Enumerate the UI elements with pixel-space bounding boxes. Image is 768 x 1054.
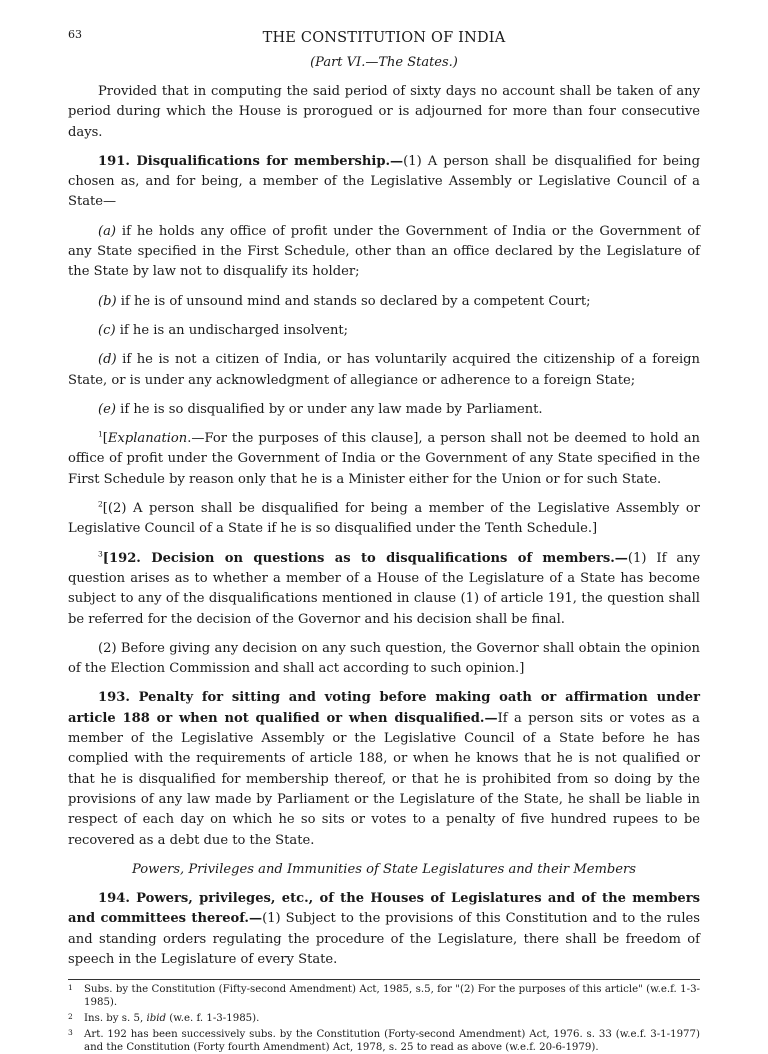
- section-191-text: (1) A person shall be disqualified for being chosen as, and for being, a member of the Legislative Assembly or Legislative Council of a State—: [68, 153, 700, 210]
- section-193-text: If a person sits or votes as a member of the Legislative Assembly or the Legislative Council of a State before he has complied with the requirements of article 188, or when he knows that he is not qualified or that he is disqualified for membership thereof, or that he is prohibited from so doing by the provisions of any law made by Parliament or the Legislature of the State, he shall be liable in respect of each day on which he so sits or votes to a penalty of five hundred rupees to be recovered as a debt due to the State.: [68, 710, 700, 848]
- clause-c-text: if he is an undischarged insolvent;: [115, 322, 349, 338]
- footnote-3-number: 3: [68, 1028, 73, 1038]
- footnote-1: [68, 983, 700, 1009]
- footnote-2-pre: Ins. by s. 5,: [84, 1013, 147, 1025]
- clause-e: [68, 400, 700, 420]
- section-193-heading: 193. Penalty for sitting and voting before making oath or affirmation under article 188 or when not qualified or when disqualified.—: [68, 690, 700, 726]
- clause-b-text: if he is of unsound mind and stands so declared by a competent Court;: [116, 293, 591, 309]
- clause-a-text: if he holds any office of profit under the Government of India or the Government of any State specified in the First Schedule, other than an office declared by the Legislature of the State by law not to disqualify its holder;: [68, 223, 700, 280]
- section-191: [68, 152, 700, 213]
- section-193: [68, 688, 700, 850]
- footnote-1-number: 1: [68, 983, 73, 993]
- section-192: [68, 549, 700, 630]
- clause-d-text: if he is not a citizen of India, or has voluntarily acquired the citizenship of a foreign State, or is under any acknowledgment of allegiance or adherence to a foreign State;: [68, 352, 700, 388]
- footnote-2-post: (w.e. f. 1-3-1985).: [166, 1013, 260, 1025]
- clause-d: [68, 350, 700, 391]
- clause-e-label: (e): [98, 401, 116, 417]
- clause-a-label: (a): [98, 223, 117, 239]
- footnote-2-number: 2: [68, 1012, 73, 1022]
- clause-b: [68, 292, 700, 312]
- section-192-clause-2: (2) Before giving any decision on any such question, the Governor shall obtain the opinion of the Election Commission and shall act according to such opinion.]: [68, 640, 700, 677]
- part-subheading: Powers, Privileges and Immunities of State Legislatures and their Members: [131, 861, 637, 877]
- section-191-heading: 191. Disqualifications for membership.—: [98, 153, 404, 169]
- page-title: THE CONSTITUTION OF INDIA: [262, 30, 506, 46]
- clause-c-label: (c): [98, 322, 116, 338]
- footnote-divider: [68, 979, 700, 980]
- document-page: [68, 26, 700, 1054]
- footnote-3-text: Art. 192 has been successively subs. by the Constitution (Forty-second Amendment) Act, 1976. s. 33 (w.e.f. 3-1-1977) and the Constitution (Forty fourth Amendment) Act, 1978, s. 25 to read as above (w.e.f. 20-6-1979).: [84, 1029, 700, 1054]
- section-194-text: (1) Subject to the provisions of this Constitution and to the rules and standing orders regulating the procedure of the Legislature, there shall be freedom of speech in the Legislature of every State.: [68, 911, 700, 967]
- page-header: [68, 26, 700, 50]
- section-194: [68, 889, 700, 970]
- section-191-clause-2: [68, 499, 700, 540]
- footnote-marker-3: 3: [98, 549, 103, 559]
- explanation-bracket: [: [102, 431, 108, 447]
- section-192-text: (1) If any question arises as to whether a member of a House of the Legislature of a State has become subject to any of the disqualifications mentioned in clause (1) of article 191, the question shall be referred for the decision of the Governor and his decision shall be final.: [68, 550, 701, 627]
- footnote-marker-1: 1: [98, 429, 103, 439]
- explanation-text: .—For the purposes of this clause], a person shall not be deemed to hold an office of profit under the Government of India or the Government of any State specified in the First Schedule by reason only that he is a Minister either for the Union or for such State.: [68, 431, 700, 487]
- clause-b-label: (b): [98, 293, 117, 309]
- page-subtitle: (Part VI.—The States.): [310, 55, 458, 70]
- section-192-heading: [192. Decision on questions as to disqualifications of members.—: [102, 550, 628, 566]
- clause-a: [68, 222, 700, 283]
- explanation-label: Explanation: [107, 431, 188, 447]
- section-191-clause-2-text: [(2) A person shall be disqualified for being a member of the Legislative Assembly or Legislative Council of a State if he is so disqualified under the Tenth Schedule.]: [68, 501, 700, 537]
- document-body: [68, 82, 700, 970]
- clause-e-text: if he is so disqualified by or under any law made by Parliament.: [115, 401, 543, 417]
- footnote-1-text: Subs. by the Constitution (Fifty-second Amendment) Act, 1985, s.5, for "(2) For the purposes of this article" (w.e.f. 1-3-1985).: [84, 984, 700, 1009]
- clause-d-label: (d): [98, 352, 117, 368]
- page-number: 63: [68, 28, 82, 41]
- explanation-paragraph: [68, 429, 700, 490]
- proviso-paragraph: Provided that in computing the said period of sixty days no account shall be taken of any period during which the House is prorogued or is adjourned for more than four consecutive days.: [68, 84, 700, 140]
- footnote-3: [68, 1028, 700, 1054]
- footnote-2-ibid: ibid: [146, 1013, 167, 1025]
- footnote-marker-2: 2: [98, 499, 103, 509]
- clause-c: [68, 321, 700, 341]
- footnote-2: [68, 1012, 700, 1025]
- section-194-heading: 194. Powers, privileges, etc., of the Houses of Legislatures and of the members and committees thereof.—: [68, 891, 700, 927]
